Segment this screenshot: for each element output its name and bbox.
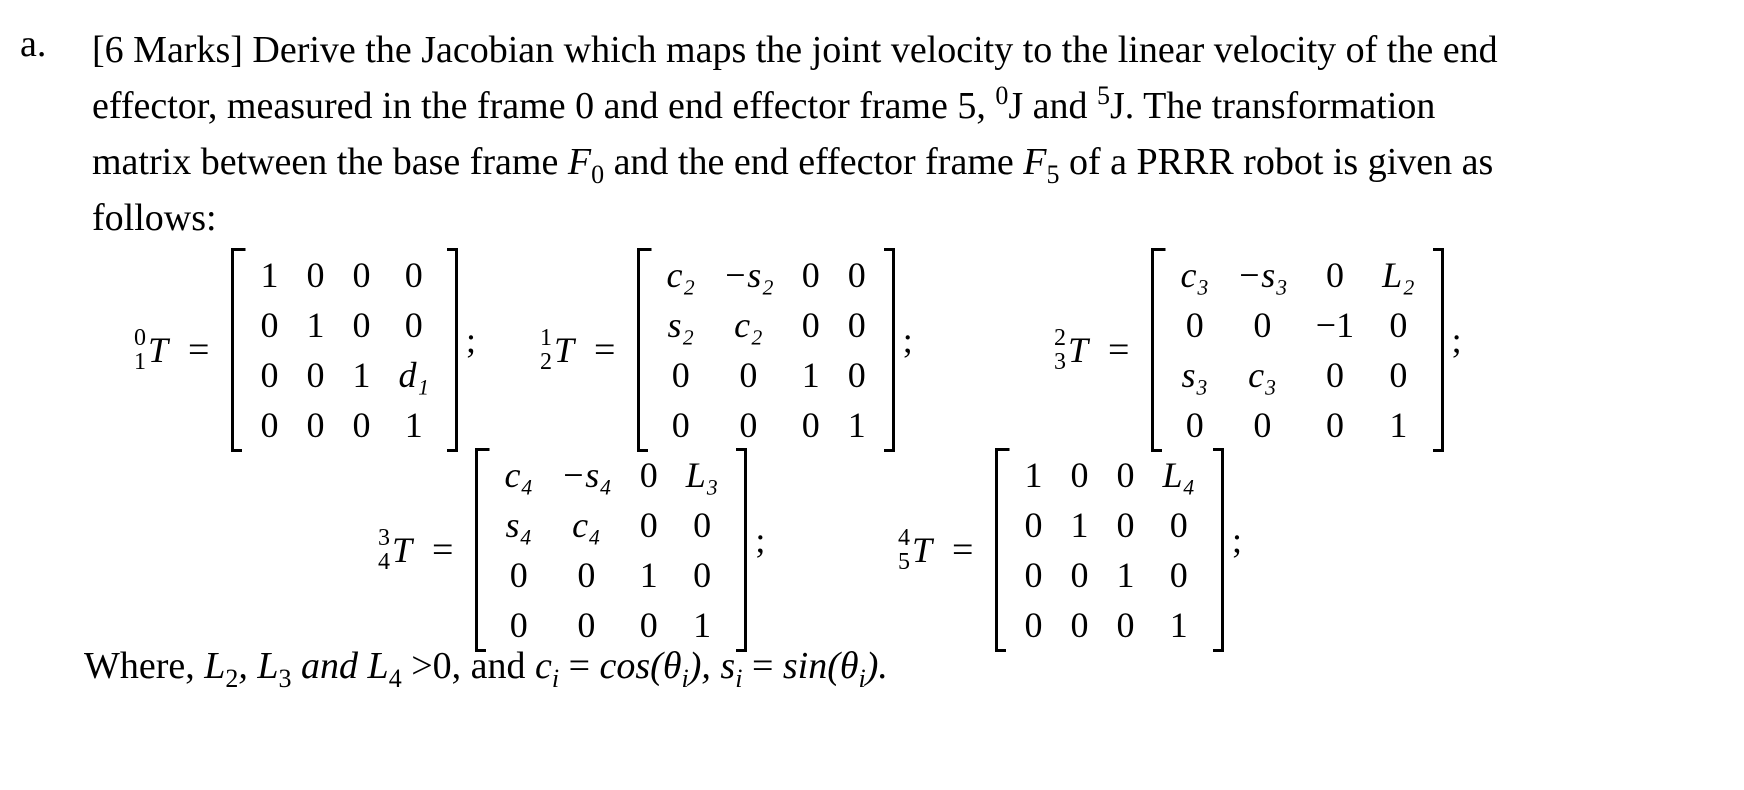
matrix-cell: 0 xyxy=(404,255,423,295)
matrix-name-1 xyxy=(540,326,574,374)
frame-f5-sub: 5 xyxy=(1046,160,1060,189)
question-line-3 xyxy=(92,134,1722,190)
where-sin-sub: i xyxy=(858,664,866,693)
matrix-sup-0: 0 xyxy=(134,325,146,351)
matrix-bracket-corner xyxy=(736,448,747,451)
question-line-3-c: of a PRRR robot is given as xyxy=(1059,141,1494,183)
matrix-table-3 xyxy=(490,450,732,650)
matrix-cell: 1 xyxy=(639,555,658,595)
matrix-cell: 0 xyxy=(801,405,820,445)
matrix-index-1 xyxy=(540,326,552,374)
matrix-cell: 0 xyxy=(801,255,820,295)
matrix-cell: 0 xyxy=(352,305,371,345)
frame-f0: F xyxy=(567,141,592,183)
equals-sign-4: = xyxy=(952,529,974,571)
matrix-index-0 xyxy=(134,326,146,374)
matrix-row xyxy=(1166,250,1428,300)
matrix-cell: −s₂ xyxy=(722,255,774,295)
matrix-cell: 0 xyxy=(639,505,658,545)
matrix-cell: 0 xyxy=(1024,605,1043,645)
matrix-cell: 0 xyxy=(1116,605,1135,645)
semicolon-2: ; xyxy=(1451,320,1462,360)
matrix-cell: 0 xyxy=(1253,305,1272,345)
matrix-cell: 0 xyxy=(260,305,279,345)
where-l2: L xyxy=(204,645,226,687)
matrix-row xyxy=(490,550,732,600)
matrix-cell: 0 xyxy=(1024,555,1043,595)
matrix-name-2 xyxy=(1054,326,1088,374)
question-line-3-a: matrix between the base frame xyxy=(92,141,568,183)
where-sin: sin(θ xyxy=(782,645,859,687)
matrix-sup-2: 2 xyxy=(1054,325,1066,351)
where-ci: c xyxy=(534,645,552,687)
matrix-cell: 1 xyxy=(1389,405,1408,445)
matrix-sub-0: 1 xyxy=(134,349,146,375)
matrix-sup-4: 4 xyxy=(898,525,910,551)
where-l3-sub: 3 xyxy=(278,664,292,693)
equation-t45 xyxy=(898,448,1242,652)
semicolon-1: ; xyxy=(902,320,913,360)
matrix-bracket-corner xyxy=(231,248,242,251)
matrix-cell: 0 xyxy=(1389,355,1408,395)
matrix-4 xyxy=(995,448,1224,652)
matrix-bracket-corner xyxy=(884,248,895,251)
matrix-cell: 0 xyxy=(1169,505,1188,545)
matrix-name-0 xyxy=(134,326,168,374)
matrix-cell: c₄ xyxy=(504,455,533,495)
matrix-cell: 1 xyxy=(306,305,325,345)
where-eq2: = xyxy=(742,645,783,687)
matrix-cell: 0 xyxy=(671,405,690,445)
matrix-cell: 0 xyxy=(1389,305,1408,345)
matrix-table-1 xyxy=(652,250,879,450)
equation-t34 xyxy=(378,448,765,652)
matrix-cell: −1 xyxy=(1315,305,1355,345)
frame-f0-sub: 0 xyxy=(591,160,605,189)
where-si: s xyxy=(720,645,736,687)
matrix-cell: c₂ xyxy=(666,255,695,295)
matrix-cell: 0 xyxy=(639,455,658,495)
matrix-bracket-corner xyxy=(1213,448,1224,451)
question-line-4: follows: xyxy=(92,197,217,239)
matrix-row xyxy=(1166,350,1428,400)
matrix-row xyxy=(652,250,879,300)
matrix-cell: 0 xyxy=(1070,605,1089,645)
matrix-cell: 0 xyxy=(306,355,325,395)
semicolon-0: ; xyxy=(465,320,476,360)
matrix-cell: 0 xyxy=(1070,555,1089,595)
matrix-cell: 0 xyxy=(306,405,325,445)
matrix-bracket-corner xyxy=(1433,449,1444,452)
matrix-cell: 0 xyxy=(1024,505,1043,545)
matrix-symbol-0: T xyxy=(148,330,169,370)
matrix-cell: 0 xyxy=(1325,355,1344,395)
matrix-cell: c₂ xyxy=(734,305,763,345)
equation-t23 xyxy=(1054,248,1462,452)
matrix-row xyxy=(1010,500,1209,550)
matrix-cell: 0 xyxy=(352,405,371,445)
matrix-cell: c₄ xyxy=(572,505,601,545)
matrix-row xyxy=(246,400,443,450)
matrix-cell: 0 xyxy=(577,605,596,645)
matrix-cell: 0 xyxy=(801,305,820,345)
matrix-row xyxy=(652,300,879,350)
question-line-3-b: and the end effector frame xyxy=(604,141,1024,183)
matrix-3 xyxy=(475,448,747,652)
matrix-cell: 1 xyxy=(260,255,279,295)
matrix-symbol-1: T xyxy=(554,330,575,370)
matrix-cell: 0 xyxy=(739,405,758,445)
matrix-row xyxy=(652,400,879,450)
matrix-bracket-corner xyxy=(1433,248,1444,251)
matrix-cell: 0 xyxy=(1185,405,1204,445)
matrix-bracket-corner xyxy=(995,448,1006,451)
matrix-sup-1: 1 xyxy=(540,325,552,351)
matrix-row xyxy=(246,300,443,350)
matrix-cell: 0 xyxy=(693,555,712,595)
matrix-row xyxy=(490,600,732,650)
matrix-cell: 0 xyxy=(671,355,690,395)
matrix-cell: 1 xyxy=(693,605,712,645)
matrix-cell: L₄ xyxy=(1162,455,1196,495)
where-comma1: , xyxy=(238,645,258,687)
matrix-index-3 xyxy=(378,526,390,574)
where-and: and xyxy=(291,645,368,687)
matrix-name-4 xyxy=(898,526,932,574)
matrix-cell: 1 xyxy=(1116,555,1135,595)
question-line-1 xyxy=(92,22,1722,78)
matrix-cell: 0 xyxy=(1185,305,1204,345)
matrix-cell: 0 xyxy=(404,305,423,345)
matrix-cell: 0 xyxy=(577,555,596,595)
matrix-cell: −s₄ xyxy=(560,455,612,495)
matrix-cell: 0 xyxy=(1070,455,1089,495)
matrix-row xyxy=(490,500,732,550)
matrix-row xyxy=(652,350,879,400)
semicolon-3: ; xyxy=(755,520,766,560)
question-label: a. xyxy=(20,23,47,65)
matrix-bracket-corner xyxy=(1151,248,1162,251)
where-clause xyxy=(84,644,888,693)
matrix-cell: L₃ xyxy=(685,455,719,495)
matrix-cell: 0 xyxy=(693,505,712,545)
where-l4-sub: 4 xyxy=(388,664,402,693)
matrix-1 xyxy=(637,248,894,452)
where-cos-end: ), xyxy=(688,645,721,687)
where-cos-sub: i xyxy=(681,664,689,693)
matrix-bracket-corner xyxy=(447,248,458,251)
matrix-cell: 1 xyxy=(801,355,820,395)
matrix-cell: 0 xyxy=(1325,255,1344,295)
semicolon-4: ; xyxy=(1232,520,1243,560)
matrix-sup-3: 3 xyxy=(378,525,390,551)
matrix-cell: c₃ xyxy=(1180,255,1209,295)
equals-sign-2: = xyxy=(1108,329,1130,371)
matrix-cell: −s₃ xyxy=(1236,255,1288,295)
matrix-cell: 0 xyxy=(509,555,528,595)
equation-t12 xyxy=(540,248,913,452)
matrix-cell: s₄ xyxy=(505,505,532,545)
equals-sign-3: = xyxy=(432,529,454,571)
matrix-2 xyxy=(1151,248,1443,452)
question-line-2 xyxy=(92,78,1722,134)
question-line-2-j5: J. The transformation xyxy=(1110,85,1436,127)
matrix-sub-1: 2 xyxy=(540,349,552,375)
matrix-cell: 0 xyxy=(509,605,528,645)
matrix-row xyxy=(1010,450,1209,500)
where-cos: cos(θ xyxy=(599,645,682,687)
matrix-bracket-corner xyxy=(637,248,648,251)
where-text-a: Where, xyxy=(84,645,205,687)
matrix-symbol-3: T xyxy=(392,530,413,570)
matrix-bracket-corner xyxy=(884,449,895,452)
matrix-cell: L₂ xyxy=(1382,255,1415,295)
matrix-cell: 0 xyxy=(847,255,866,295)
matrix-cell: 0 xyxy=(847,305,866,345)
matrix-cell: 0 xyxy=(847,355,866,395)
matrix-index-4 xyxy=(898,526,910,574)
matrix-cell: 0 xyxy=(260,355,279,395)
matrix-symbol-2: T xyxy=(1068,330,1089,370)
where-l3: L xyxy=(257,645,279,687)
sup-0: 0 xyxy=(995,81,1009,110)
where-l2-sub: 2 xyxy=(225,664,239,693)
equation-t01 xyxy=(134,248,476,452)
sup-5: 5 xyxy=(1097,81,1111,110)
matrix-cell: 0 xyxy=(306,255,325,295)
question-line-1-text: Derive the Jacobian which maps the joint velocity to the linear velocity of the end xyxy=(242,29,1498,71)
matrix-bracket-corner xyxy=(475,448,486,451)
equals-sign-0: = xyxy=(188,329,210,371)
matrix-cell: 0 xyxy=(1253,405,1272,445)
matrix-symbol-4: T xyxy=(912,530,933,570)
question-line-2-a: effector, measured in the frame 0 and end effector frame 5, xyxy=(92,85,996,127)
matrix-name-3 xyxy=(378,526,412,574)
matrix-sub-3: 4 xyxy=(378,549,390,575)
matrix-cell: 0 xyxy=(639,605,658,645)
matrix-row xyxy=(246,250,443,300)
matrix-cell: 0 xyxy=(352,255,371,295)
where-text-b: >0, and xyxy=(401,645,535,687)
matrix-cell: 0 xyxy=(1116,455,1135,495)
matrix-cell: 0 xyxy=(1116,505,1135,545)
matrix-sub-2: 3 xyxy=(1054,349,1066,375)
matrix-row xyxy=(246,350,443,400)
matrix-row xyxy=(1010,550,1209,600)
where-ci-sub: i xyxy=(551,664,560,693)
matrix-table-0 xyxy=(246,250,443,450)
matrix-row xyxy=(1166,300,1428,350)
matrix-bracket-corner xyxy=(231,449,242,452)
matrix-row xyxy=(490,450,732,500)
matrix-cell: s₂ xyxy=(667,305,694,345)
frame-f5: F xyxy=(1023,141,1047,183)
matrix-row xyxy=(1166,400,1428,450)
where-eq1: = xyxy=(559,645,600,687)
marks-text: [6 Marks] xyxy=(92,29,243,71)
matrix-row xyxy=(1010,600,1209,650)
matrix-bracket-corner xyxy=(1213,649,1224,652)
where-si-sub: i xyxy=(735,664,743,693)
where-l4: L xyxy=(367,645,389,687)
matrix-cell: 0 xyxy=(1169,555,1188,595)
question-line-2-j0: J and xyxy=(1008,85,1098,127)
matrix-0 xyxy=(231,248,458,452)
matrix-bracket-corner xyxy=(995,649,1006,652)
matrix-cell: 0 xyxy=(739,355,758,395)
matrix-cell: 1 xyxy=(1070,505,1089,545)
matrix-cell: 1 xyxy=(404,405,423,445)
matrix-sub-4: 5 xyxy=(898,549,910,575)
matrix-cell: 0 xyxy=(260,405,279,445)
question-text xyxy=(92,22,1722,246)
matrix-cell: 1 xyxy=(847,405,866,445)
matrix-table-2 xyxy=(1166,250,1428,450)
matrix-cell: s₃ xyxy=(1181,355,1208,395)
matrix-cell: 1 xyxy=(1024,455,1043,495)
where-sin-end: ). xyxy=(865,645,888,687)
equals-sign-1: = xyxy=(594,329,616,371)
matrix-cell: 0 xyxy=(1325,405,1344,445)
matrix-cell: c₃ xyxy=(1248,355,1277,395)
matrix-cell: 1 xyxy=(352,355,371,395)
matrix-cell: 1 xyxy=(1169,605,1188,645)
matrix-cell: d₁ xyxy=(398,355,429,395)
matrix-index-2 xyxy=(1054,326,1066,374)
matrix-table-4 xyxy=(1010,450,1209,650)
